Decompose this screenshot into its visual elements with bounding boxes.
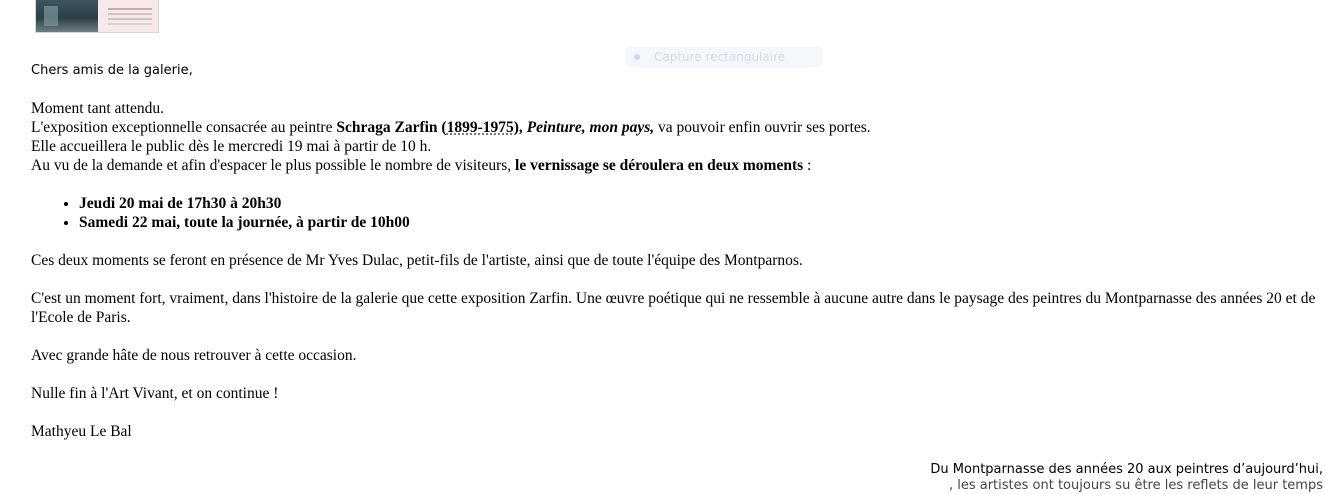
motto-line: Nulle fin à l'Art Vivant, et on continue ! <box>31 385 279 402</box>
event-item: • Jeudi 20 mai de 17h30 à 20h30 <box>79 194 1321 213</box>
footer-line-1: Du Montparnasse des années 20 aux peintres d’aujourd’hui, <box>930 462 1323 477</box>
event-item: • Samedi 22 mai, toute la journée, à partir de 10h00 <box>79 213 1321 232</box>
capture-overlay[interactable] <box>626 47 822 67</box>
intro-line: Moment tant attendu. <box>31 100 165 117</box>
banner-photo <box>36 0 98 32</box>
events-list <box>31 194 1321 232</box>
exhibition-suffix: va pouvoir enfin ouvrir ses portes. <box>654 119 871 136</box>
moment-paragraph: C'est un moment fort, vraiment, dans l'histoire de la galerie que cette exposition Zarfin. Une œuvre poétique qui ne ressemble à aucune autre dans le paysage des peintres du Montparnasse des années 20 et de l'Ecole de Paris. <box>31 290 1316 326</box>
dates-close: ), <box>513 119 527 136</box>
email-body <box>31 99 1321 441</box>
capture-dot-icon <box>634 54 640 60</box>
exhibition-prefix: L'exposition exceptionnelle consacrée au peintre <box>31 119 337 136</box>
banner-card <box>98 0 158 32</box>
footer-tagline <box>930 462 1323 494</box>
capture-label: Capture rectangulaire <box>654 50 786 64</box>
opening-line: Elle accueillera le public dès le mercredi 19 mai à partir de 10 h. <box>31 138 432 155</box>
signature: Mathyeu Le Bal <box>31 423 132 440</box>
exhibition-line <box>31 118 1321 137</box>
exhibition-title: Peinture, mon pays, <box>526 119 655 136</box>
vernissage-suffix: : <box>803 157 812 174</box>
vernissage-line <box>31 156 1321 175</box>
presence-line: Ces deux moments se feront en présence de Mr Yves Dulac, petit-fils de l'artiste, ainsi que de toute l'équipe des Montparnos. <box>31 252 803 269</box>
footer-line-2: , les artistes ont toujours su être les reflets de leur temps <box>948 478 1323 493</box>
closing-line: Avec grande hâte de nous retrouver à cette occasion. <box>31 347 357 364</box>
dates-open: ( <box>437 119 447 136</box>
email-greeting: Chers amis de la galerie, <box>31 63 193 78</box>
gallery-banner-image <box>35 0 159 33</box>
artist-name: Schraga Zarfin <box>336 119 438 136</box>
vernissage-prefix: Au vu de la demande et afin d'espacer le plus possible le nombre de visiteurs, <box>31 157 516 174</box>
artist-dates: 1899-1975 <box>446 119 514 136</box>
vernissage-bold: le vernissage se déroulera en deux moments <box>515 157 804 174</box>
